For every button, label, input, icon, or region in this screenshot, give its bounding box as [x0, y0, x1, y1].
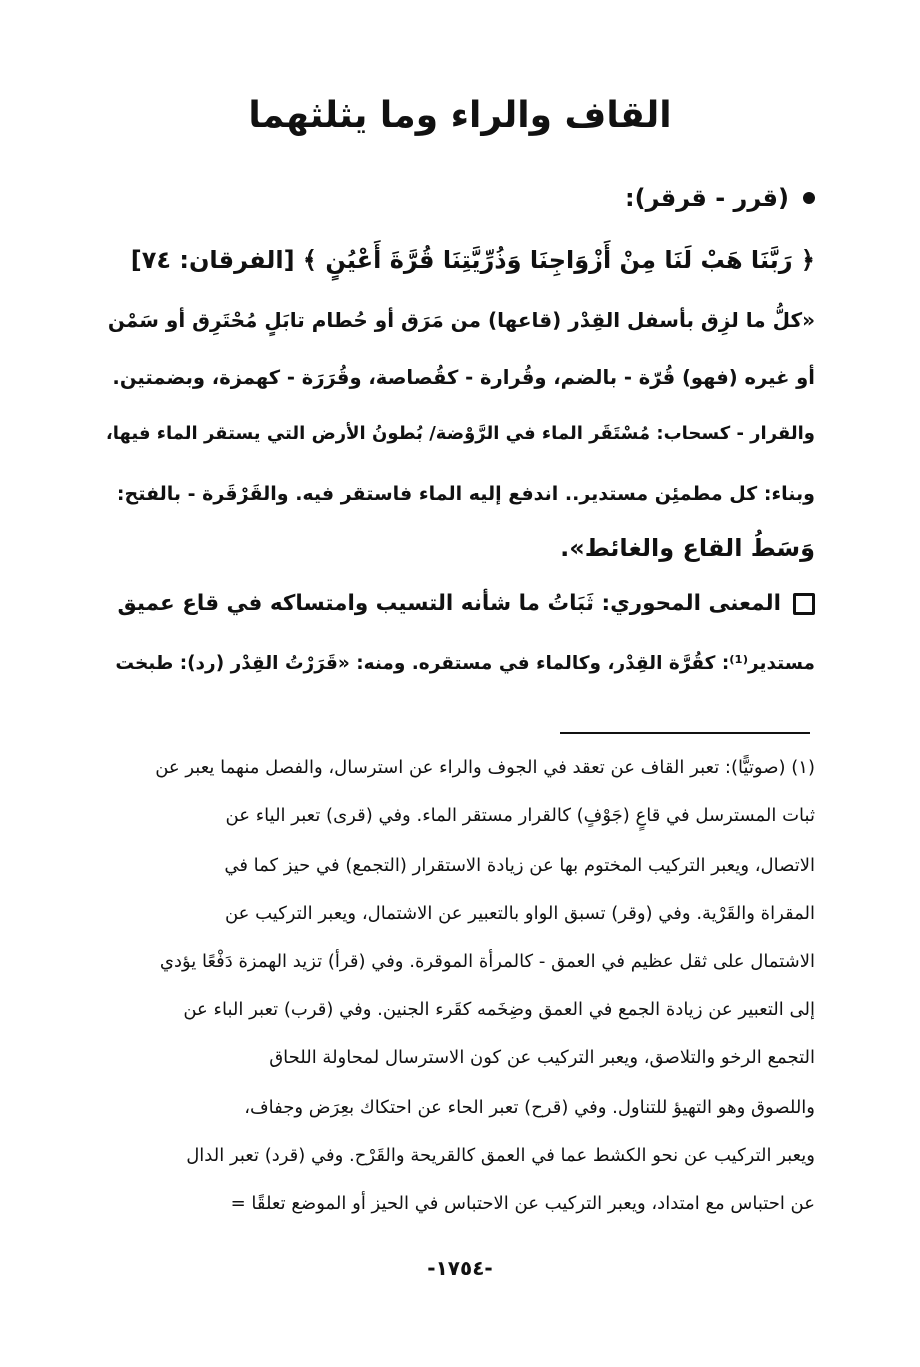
definition-line: وبناء: كل مطمئِن مستدير.. اندفع إليه الماء فاستقر فيه. والقَرْقَرة - بالفتح: — [116, 483, 815, 505]
definition-line: والقرار - كسحاب: مُسْتَقَر الماء في الرَّوْضة/ بُطونُ الأرض التي يستقر الماء فيها، — [105, 423, 815, 444]
footnote-line: عن احتباس مع امتداد، ويعبر التركيب عن الاحتباس في الحيز أو الموضع تعلقًا = — [230, 1193, 815, 1214]
definition-line: أو غيره (فهو) قُرّة - بالضم، وقُرارة - كقُصاصة، وقُرَرَة - كهمزة، وبضمتين. — [112, 366, 815, 389]
footnote-line: واللصوق وهو التهيؤ للتناول. وفي (قرح) تعبر الحاء عن احتكاك بعِرَض وجفاف، — [244, 1097, 815, 1118]
core-meaning-line: مستدير⁽¹⁾: كقُرَّة القِدْر، وكالماء في مستقره. ومنه: «قَرَرْتُ القِدْر (رد): طبخت — [115, 653, 815, 674]
bullet-icon — [803, 192, 815, 204]
core-meaning-text: المعنى المحوري: ثَبَاتُ ما شأنه التسيب وامتساكه في قاع عميق — [117, 591, 781, 616]
definition-line: وَسَطُ القاع والغائط». — [560, 534, 815, 562]
footnote-line: المقراة والقَرْية. وفي (وقر) تسبق الواو بالتعبير عن الاشتمال، ويعبر التركيب عن — [224, 903, 815, 924]
page-title: القاف والراء وما يثلثهما — [248, 95, 672, 136]
footnote-line: التجمع الرخو والتلاصق، ويعبر التركيب عن كون الاسترسال لمحاولة اللحاق — [269, 1047, 815, 1068]
footnote-divider — [560, 732, 810, 734]
page-number: -١٧٥٤- — [427, 1256, 493, 1280]
definition-line: «كلُّ ما لزِق بأسفل القِدْر (قاعها) من مَرَق أو حُطام تابَلٍ مُحْتَرِق أو سَمْن — [107, 308, 815, 332]
core-meaning-line — [117, 584, 815, 624]
footnote-line: (١) (صوتيًّا): تعبر القاف عن تعقد في الجوف والراء عن استرسال، والفصل منهما يعبر عن — [155, 757, 815, 778]
root-label: (قرر - قرقر): — [625, 184, 789, 212]
footnote-line: الاتصال، ويعبر التركيب المختوم بها عن زيادة الاستقرار (التجمع) في حيز كما في — [224, 855, 815, 876]
footnote-line: إلى التعبير عن زيادة الجمع في العمق وضِخَمه كقَرء الجنين. وفي (قرب) تعبر الباء عن — [183, 999, 815, 1020]
quran-verse: ﴿ رَبَّنَا هَبْ لَنَا مِنْ أَزْوَاجِنَا وَذُرِّيَّتِنَا قُرَّةَ أَعْيُنٍ ﴾ [الفرقان: ٧٤] — [130, 246, 815, 274]
footnote-line: ثبات المسترسل في قاعٍ (جَوْفٍ) كالقرار مستقر الماء. وفي (قرى) تعبر الياء عن — [225, 805, 815, 826]
footnote-line: ويعبر التركيب عن نحو الكشط عما في العمق كالقريحة والقَرْح. وفي (قرد) تعبر الدال — [186, 1145, 815, 1166]
square-marker-icon — [793, 593, 815, 615]
footnote-line: الاشتمال على ثقل عظيم في العمق - كالمرأة الموقرة. وفي (قرأ) تزيد الهمزة دَفْعًا يؤدي — [159, 951, 815, 972]
root-heading-group — [625, 178, 815, 218]
root-entry-heading — [625, 176, 815, 216]
